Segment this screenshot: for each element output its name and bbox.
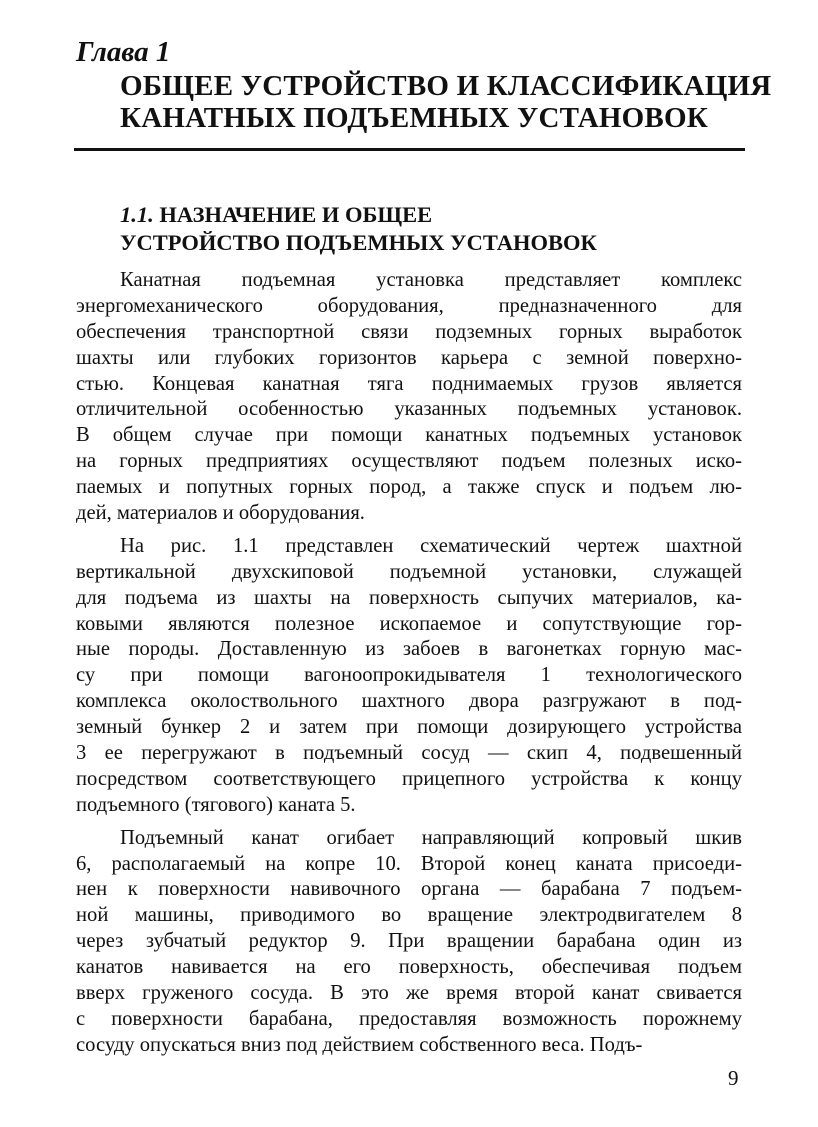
text-line: 3 ее перегружают в подъемный сосуд — скип 4, подвешенный [76,742,742,765]
text-line: сосуду опускаться вниз под действием собственного веса. Подъ- [76,1033,643,1056]
text-line: канатов навивается на его поверхность, обеспечивая подъем [76,956,742,979]
paragraph [76,826,742,1059]
paragraph [76,534,742,819]
paragraph [76,268,742,527]
text-line: ковыми являются полезное ископаемое и сопутствующие гор- [76,612,742,635]
chapter-divider [74,148,745,151]
text-line: обеспечения транспортной связи подземных горных выработок [76,320,742,343]
text-line: ной машины, приводимого во вращение электродвигателем 8 [76,904,742,927]
text-line: с поверхности барабана, предоставляя возможность порожнему [76,1007,742,1030]
chapter-label: Глава 1 [76,36,171,68]
text-line: для подъема из шахты на поверхность сыпучих материалов, ка- [76,586,742,609]
text-line: ные породы. Доставленную из забоев в вагонетках горную мас- [76,638,742,661]
text-line: Канатная подъемная установка представляет комплекс [120,269,742,291]
page-number: 9 [728,1066,739,1090]
text-line: паемых и попутных горных пород, а также спуск и подъем лю- [76,476,742,499]
text-line: стью. Концевая канатная тяга поднимаемых грузов является [76,372,742,395]
text-line: вверх груженого сосуда. В это же время второй канат свивается [76,982,742,1005]
chapter-title-line: КАНАТНЫХ ПОДЪЕМНЫХ УСТАНОВОК [120,102,708,134]
text-line: дей, материалов и оборудования. [76,502,365,525]
section-number: 1.1. [120,202,154,227]
text-line: шахты или глубоких горизонтов карьера с земной поверхно- [76,346,742,369]
text-line: отличительной особенностью указанных подъемных установок. [76,398,742,421]
text-line: вертикальной двухскиповой подъемной установки, служащей [76,560,742,583]
section-title-line [120,201,597,229]
text-line: нен к поверхности навивочного органа — барабана 7 подъем- [76,878,742,901]
text-line: через зубчатый редуктор 9. При вращении барабана один из [76,930,742,953]
section-title-text: НАЗНАЧЕНИЕ И ОБЩЕЕ [159,202,433,227]
chapter-title-line: ОБЩЕЕ УСТРОЙСТВО И КЛАССИФИКАЦИЯ [120,70,772,102]
text-line: энергомеханического оборудования, предназначенного для [76,294,742,317]
body-text [76,268,742,1059]
section-title-line: УСТРОЙСТВО ПОДЪЕМНЫХ УСТАНОВОК [120,230,597,255]
text-line: подъемного (тягового) каната 5. [76,793,356,816]
text-line: посредством соответствующего прицепного устройства к концу [76,767,742,790]
text-line: на горных предприятиях осуществляют подъем полезных иско- [76,450,742,473]
text-line: 6, располагаемый на копре 10. Второй конец каната присоеди- [76,852,742,875]
text-line: Подъемный канат огибает направляющий копровый шкив [120,826,742,849]
section-title [120,201,597,257]
text-line: земный бункер 2 и затем при помощи дозирующего устройства [76,716,742,739]
text-line: На рис. 1.1 представлен схематический чертеж шахтной [120,534,742,557]
text-line: су при помощи вагоноопрокидывателя 1 технологического [76,664,742,687]
text-line: В общем случае при помощи канатных подъемных установок [76,424,742,447]
text-line: комплекса околоствольного шахтного двора разгружают в под- [76,690,742,713]
chapter-title [120,70,780,134]
